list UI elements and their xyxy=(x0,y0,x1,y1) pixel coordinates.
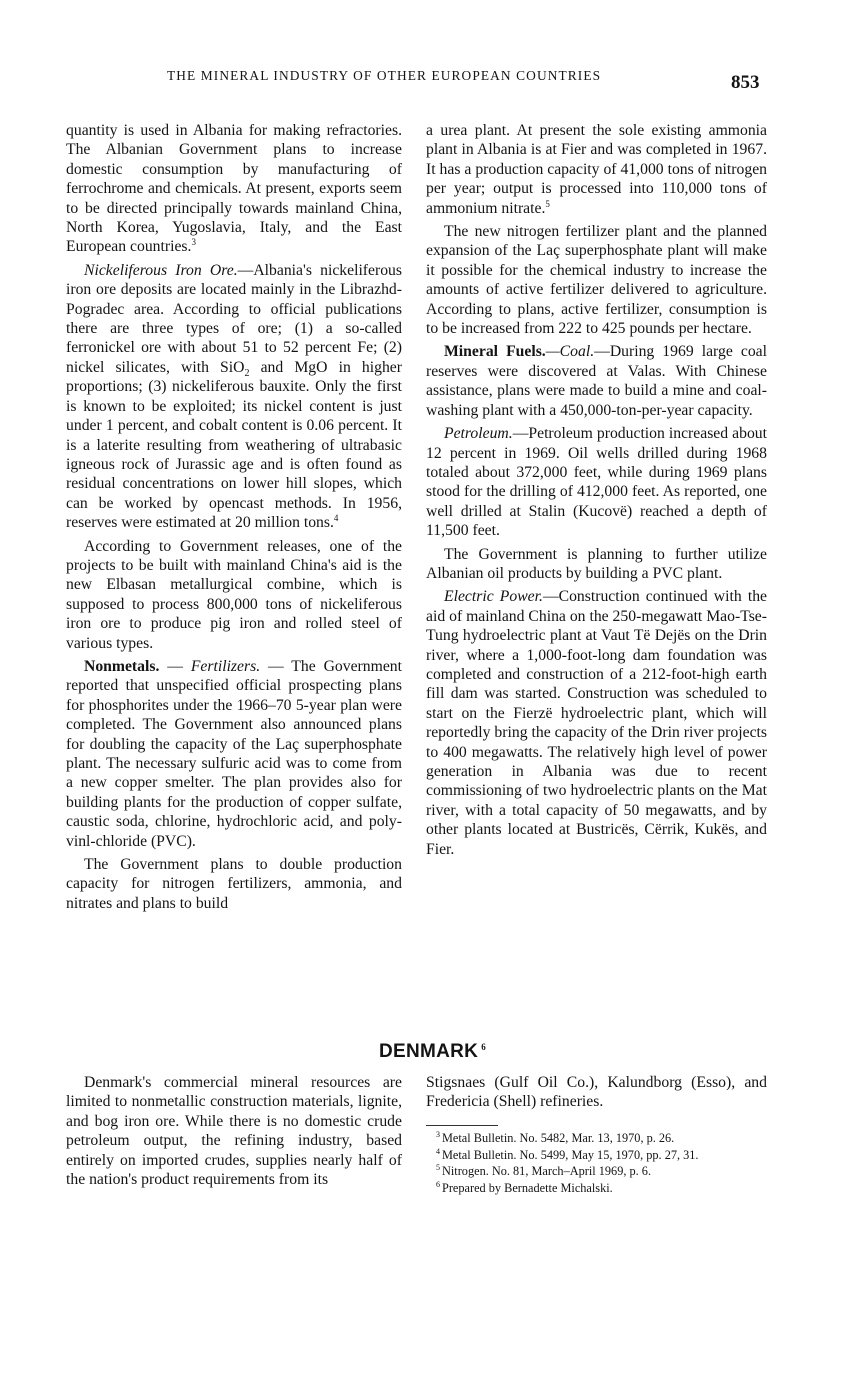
paragraph-petroleum xyxy=(426,424,767,540)
footnote-divider xyxy=(426,1125,498,1126)
paragraph-electric-power xyxy=(426,587,767,859)
paragraph-text: —Construction continued with the aid of mainland China on the 250-megawatt Mao-Tse-Tung hydroelectric plant at Vaut Të Dejës on the Drin river, where a 1,000-foot-long dam foundation was completed and construction of a 212-foot-high earth fill dam was started. Construction was scheduled to start on the Fierzë hydroelectric plant, which will reportedly bring the capacity of the Drin river projects to 400 megawatts. The relatively high level of power generation in Albania was due to recent commissioning of two hydroelectric plants on the Mat river, with a total capacity of 50 megawatts, and by other plants located at Bustricës, Cërrik, Kukës, and Fier. xyxy=(426,588,768,858)
paragraph-text: — The Government reported that unspecified official prospecting plans for phosphorites under the 1966–70 5-year plan were completed. The Government also announced plans for doubling the capacity of the Laç superphosphate plant. The necessary sulfuric acid was to come from a new copper smelter. The plan provides also for building plants for the production of copper sulfate, caustic soda, chlorine, hydrochloric acid, and poly-vinl-chloride (PVC). xyxy=(66,657,402,850)
paragraph-text: quantity is used in Albania for making refractories. The Albanian Government plans to increase domestic consumption by manufacturing of ferrochrome and chemicals. At present, exports seem to be directed principally towards mainland China, North Korea, Yugoslavia, Italy, and the East European countries. xyxy=(66,122,402,256)
footnote xyxy=(426,1164,767,1179)
paragraph-nickeliferous-iron-ore xyxy=(66,261,402,533)
footnotes xyxy=(426,1131,767,1197)
footnote-text: Nitrogen. No. 81, March–April 1969, p. 6. xyxy=(442,1164,652,1179)
paragraph-text: The Government is planning to further utilize Albanian oil products by building a PVC plant. xyxy=(426,545,767,582)
paragraph-denmark-resources xyxy=(66,1073,402,1189)
section-title: Nonmetals. xyxy=(84,657,160,675)
paragraph-text: —Albania's nickeliferous iron ore deposits are located mainly in the Librazhd-Pogradec area. According to official publications there are three types of ore; (1) a so-called ferronickel ore with about 51 to 52 percent Fe; (2) nickel silicates, with SiO xyxy=(66,261,403,376)
paragraph-text: According to Government releases, one of the projects to be built with mainland China's aid is the new Elbasan metallurgical combine, which is supposed to process 800,000 tons of nickeliferous iron ore to produce pig iron and rolled steel of various types. xyxy=(66,537,402,652)
dash: — xyxy=(159,657,191,675)
footnote-ref: 3 xyxy=(191,237,196,248)
paragraph-text: Denmark's commercial mineral resources are limited to nonmetallic construction materials, lignite, and bog iron ore. While there is no domestic crude petroleum output, the refining industry, based entirely on imported crudes, supplies nearly half of the nation's product requirements from its xyxy=(66,1074,402,1189)
footnote-text: Prepared by Bernadette Michalski. xyxy=(442,1180,613,1195)
paragraph-elbasan-combine xyxy=(66,537,402,653)
subsection-title: Fertilizers. xyxy=(190,657,261,675)
left-column xyxy=(66,121,402,913)
paragraph-mineral-fuels xyxy=(426,342,767,420)
subsection-title: Electric Power. xyxy=(444,588,543,606)
paragraph-urea-plant xyxy=(426,121,767,218)
footnote-text: Metal Bulletin. No. 5482, Mar. 13, 1970, p. 26. xyxy=(442,1131,675,1145)
denmark-left-column xyxy=(66,1073,402,1189)
section-heading-denmark xyxy=(0,1041,865,1063)
footnote xyxy=(426,1181,767,1196)
footnote-ref: 6 xyxy=(481,1041,487,1052)
running-title: THE MINERAL INDUSTRY OF OTHER EUROPEAN COUNTRIES xyxy=(167,68,602,83)
paragraph-text: —During 1969 large coal reserves were discovered at Valas. With Chinese assistance, plans were made to build a mine and coal-washing plant with a 450,000-ton-per-year capacity. xyxy=(426,343,767,419)
page-number: 853 xyxy=(731,72,760,93)
footnote xyxy=(426,1148,767,1163)
paragraph-denmark-refineries xyxy=(426,1073,767,1112)
paragraph-nonmetals xyxy=(66,657,402,851)
paragraph-nitrogen-plans xyxy=(66,855,402,913)
paragraph-text: —Petroleum production increased about 12 percent in 1969. Oil wells drilled during 1968 totaled about 372,000 feet, while during 1969 plans stood for the drilling of 412,000 feet. As reported, one well drilled at Stalin (Kucovë) reached a depth of 11,500 feet. xyxy=(426,425,767,540)
footnote-text: Metal Bulletin. No. 5499, May 15, 1970, pp. 27, 31. xyxy=(442,1147,699,1162)
footnote-number: 3 xyxy=(436,1129,440,1139)
footnote-ref: 4 xyxy=(333,512,339,523)
footnote-number: 6 xyxy=(436,1179,440,1189)
footnote xyxy=(426,1131,767,1146)
paragraph-fertilizer-expansion xyxy=(426,222,767,338)
denmark-right-column xyxy=(426,1073,767,1112)
footnote-number: 5 xyxy=(436,1163,440,1173)
paragraph-albania-exports xyxy=(66,121,402,257)
paragraph-text: and MgO in higher proportions; (3) nickeliferous bauxite. Only the first is known to be exploited; its nickel content is just under 1 percent, and cobalt content is 0.06 percent. It is a laterite resulting from weathering of ultrabasic igneous rock of Jurassic age and is often found as residual concentrations on lower hill slopes, which can be worked by opencast methods. In 1956, reserves were estimated at 20 million tons. xyxy=(66,358,402,532)
subscript: 2 xyxy=(244,368,250,380)
footnote-number: 4 xyxy=(436,1146,440,1156)
paragraph-text: The Government plans to double production capacity for nitrogen fertilizers, ammonia, and nitrates and plans to build xyxy=(66,856,402,912)
subsection-title: Nickeliferous Iron Ore. xyxy=(84,261,238,279)
section-title: Mineral Fuels. xyxy=(444,343,546,361)
paragraph-text: The new nitrogen fertilizer plant and the planned expansion of the Laç superphosphate plant will make it possible for the chemical industry to increase the amounts of active fertilizer delivered to agriculture. According to plans, active fertilizer, consumption is to be increased from 222 to 425 pounds per hectare. xyxy=(426,223,767,338)
section-heading-text: DENMARK xyxy=(378,1041,479,1062)
paragraph-text: Stigsnaes (Gulf Oil Co.), Kalundborg (Esso), and Fredericia (Shell) refineries. xyxy=(426,1074,767,1111)
right-column xyxy=(426,121,767,859)
subsection-title: Petroleum. xyxy=(444,425,513,443)
subsection-title: —Coal. xyxy=(545,343,595,361)
paragraph-pvc-plant xyxy=(426,545,767,584)
paragraph-text: a urea plant. At present the sole existing ammonia plant in Albania is at Fier and was completed in 1967. It has a production capacity of 41,000 tons of nitrogen per year; output is processed into 110,000 tons of ammonium nitrate. xyxy=(426,122,767,217)
footnote-ref: 5 xyxy=(545,198,550,209)
